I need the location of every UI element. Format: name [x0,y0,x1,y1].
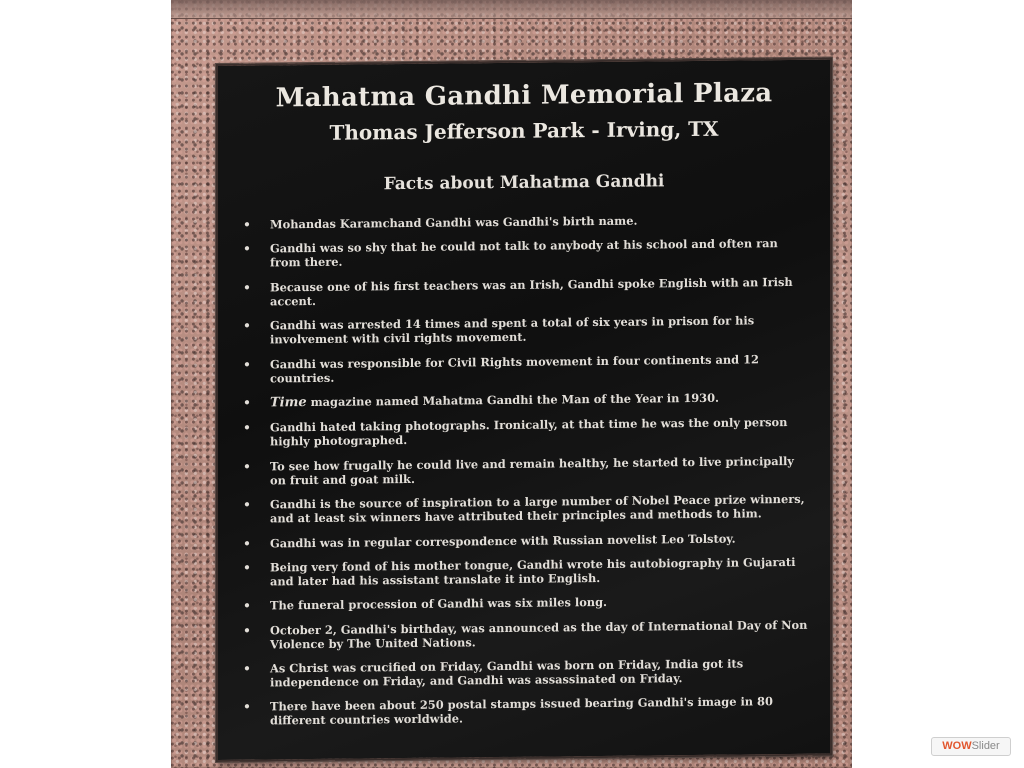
fact-item [240,530,810,550]
fact-item [240,390,810,411]
fact-text: Being very fond of his mother tongue, Gandhi wrote his autobiography in Gujarati and later had his assistant translate it into English. [270,554,796,589]
bullet-icon: • [243,420,251,436]
wowslider-badge-link[interactable] [931,737,1011,756]
fact-item [240,593,810,613]
fact-item [240,454,810,488]
fact-item [240,236,810,270]
fact-text: Gandhi was responsible for Civil Rights movement in four continents and 12 countries. [270,351,759,385]
fact-text: magazine named Mahatma Gandhi the Man of the Year in 1930. [306,390,719,410]
fact-text: Gandhi was arrested 14 times and spent a total of six years in prison for his involvement with civil rights movement. [270,313,755,347]
fact-text: As Christ was crucified on Friday, Gandhi was born on Friday, India got its independence on Friday, and Gandhi was assassinated on Friday. [270,656,744,690]
fact-text: Gandhi is the source of inspiration to a large number of Nobel Peace prize winners, and at least six winners have attributed their principles and methods to him. [270,491,805,526]
fact-item [240,617,810,651]
bullet-icon: • [243,280,251,295]
fact-text: To see how frugally he could live and remain healthy, he started to live principally on fruit and goat milk. [270,453,794,488]
fact-item [240,555,810,589]
facts-list [240,212,810,739]
bullet-icon: • [243,395,251,410]
bullet-icon: • [243,598,251,614]
bullet-icon: • [243,536,251,551]
fact-item [240,694,810,728]
bullet-icon: • [243,623,251,638]
bullet-icon: • [243,560,251,575]
bullet-icon: • [243,242,251,257]
fact-text: The funeral procession of Gandhi was six miles long. [270,595,608,613]
fact-text: Mohandas Karamchand Gandhi was Gandhi's birth name. [270,213,638,232]
bullet-icon: • [243,497,251,512]
fact-item [240,415,810,449]
bullet-icon: • [243,700,251,715]
fact-item [240,275,810,309]
plaque-subtitle: Thomas Jefferson Park - Irving, TX [329,116,719,145]
fact-emphasis: Time [270,395,307,411]
bullet-icon: • [243,357,251,372]
fact-text: Gandhi hated taking photographs. Ironically, at that time he was the only person highly photographed. [270,415,788,449]
fact-text: October 2, Gandhi's birthday, was announced as the day of International Day of Non Violence by The United Nations. [270,617,808,652]
bullet-icon: • [243,459,251,474]
fact-item [240,656,810,690]
granite-ledge [171,0,852,19]
fact-item [240,351,810,385]
badge-brand-wow: WOW [942,740,972,752]
badge-brand-slider: Slider [971,740,1000,752]
facts-heading: Facts about Mahatma Gandhi [383,171,665,195]
granite-frame [171,0,852,768]
fact-text: There have been about 250 postal stamps issued bearing Gandhi's image in 80 different countries worldwide. [270,694,773,728]
fact-text: Because one of his first teachers was an Irish, Gandhi spoke English with an Irish accent. [270,274,793,309]
fact-text: Gandhi was in regular correspondence with Russian novelist Leo Tolstoy. [270,531,736,550]
memorial-plaque [216,58,832,762]
fact-item [240,492,810,526]
bullet-icon: • [243,217,251,232]
fact-item [240,212,810,232]
plaque-title: Mahatma Gandhi Memorial Plaza [275,78,773,114]
bullet-icon: • [243,318,251,333]
fact-text: Gandhi was so shy that he could not talk to anybody at his school and often ran from there. [270,236,778,270]
fact-item [240,313,810,347]
bullet-icon: • [243,661,251,676]
